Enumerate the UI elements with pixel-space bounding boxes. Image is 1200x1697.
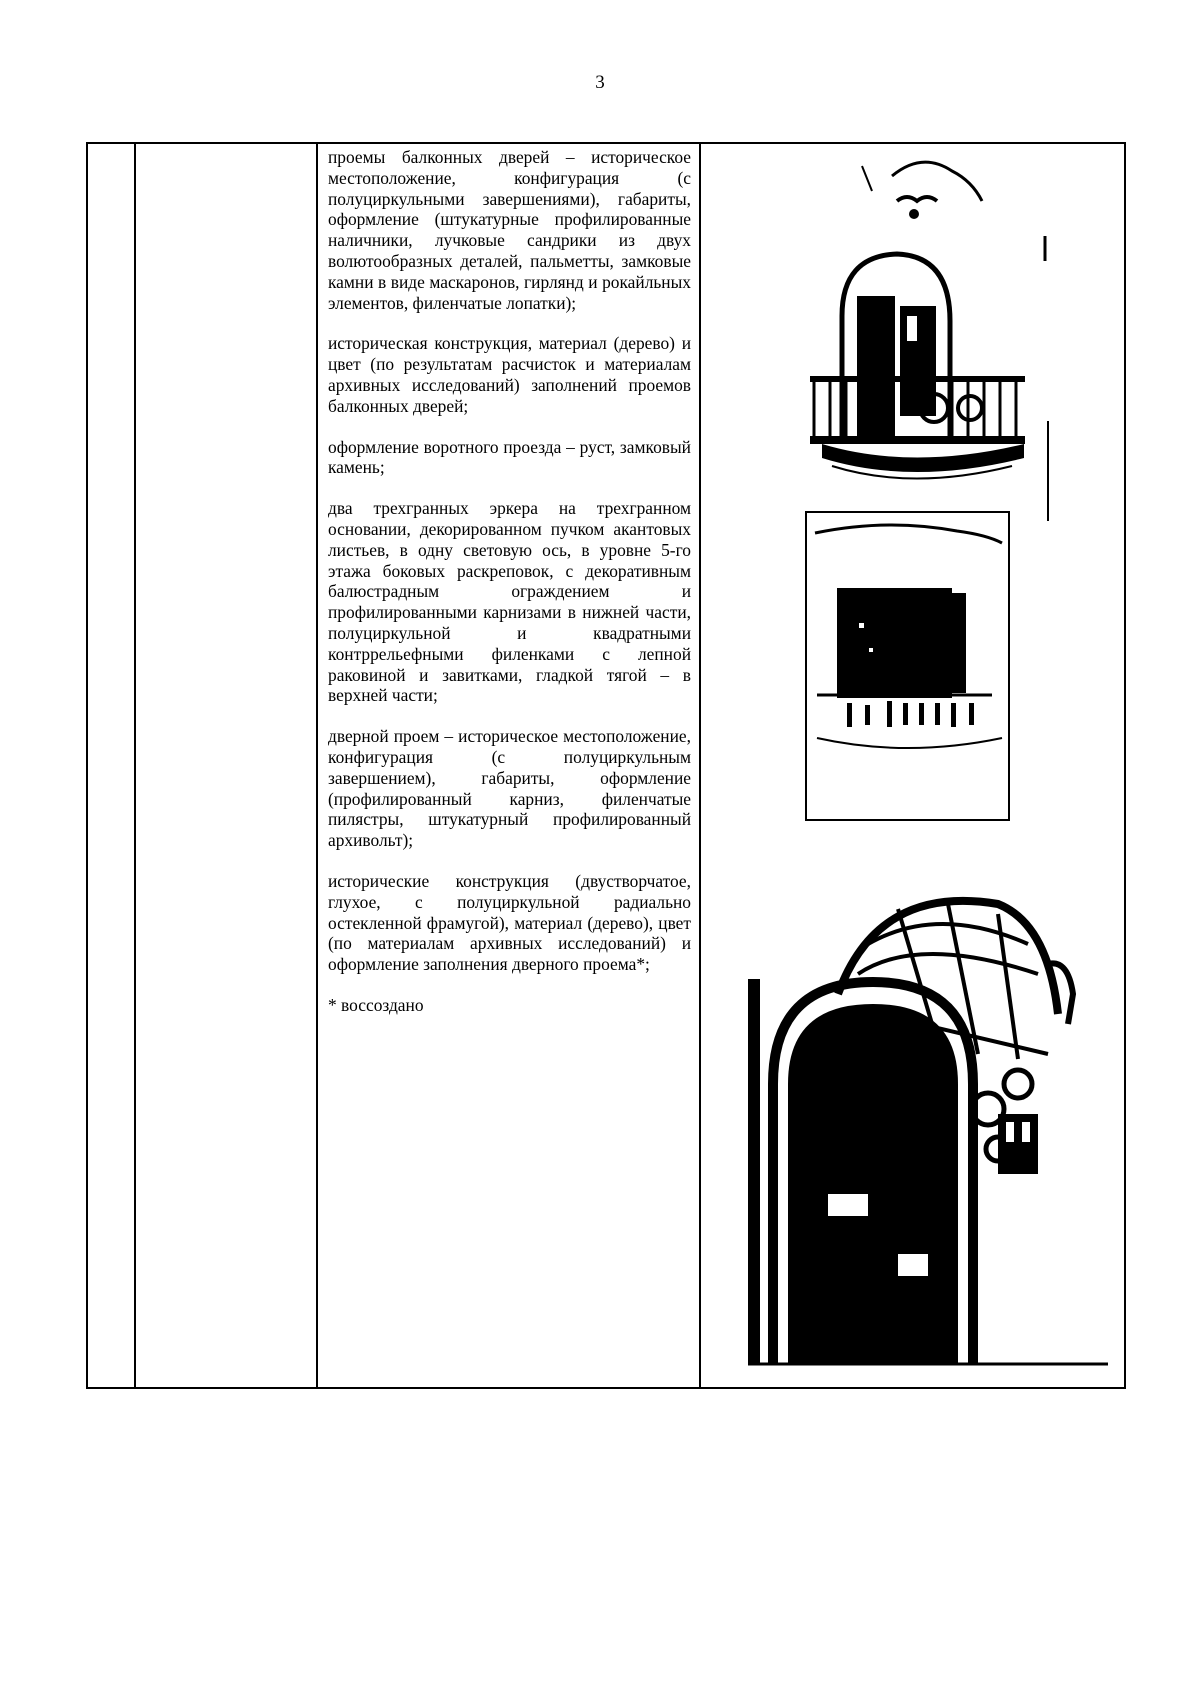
paragraph-gate-passage: оформление воротного проезда – руст, замковый камень; — [328, 436, 691, 478]
photo-balcony — [802, 146, 1124, 521]
paragraph-door-filling: исторические конструкция (двустворчатое, глухое, с полуциркульной радиально остекленной фрамугой), материал (дерево), цвет (по материалам архивных исследований) и оформление заполнения дверного проема*; — [328, 870, 691, 975]
paragraph-balcony-door-openings: проемы балконных дверей – историческое местоположение, конфигурация (с полуциркульными завершениями), габариты, оформление (штукатурные профилированные наличники, лучковые сандрики из двух волютообразных деталей, пальметты, замковые камни в виде маскаронов, гирлянд и рокайльных элементов, филенчатые лопатки); — [328, 147, 691, 313]
paragraph-balcony-door-fillings: историческая конструкция, материал (дерево) и цвет (по результатам расчисток и материалам архивных исследований) заполнений проемов балконных дверей; — [328, 333, 691, 416]
paragraph-door-opening: дверной проем – историческое местоположение, конфигурация (с полуциркульным завершением), габариты, оформление (профилированный карниз, филенчатые пилястры, штукатурный профилированный архивольт); — [328, 726, 691, 851]
balcony-image — [802, 146, 1124, 521]
doorway-image — [748, 864, 1108, 1384]
photo-bay-window — [805, 511, 1010, 821]
protection-subject-table — [86, 142, 1126, 1389]
description-cell — [316, 144, 699, 1387]
bay-window-image — [807, 513, 1008, 819]
photo-arched-doorway — [748, 864, 1108, 1384]
column-divider-1 — [134, 144, 136, 1387]
paragraph-bay-windows: два трехгранных эркера на трехгранном основании, декорированном пучком акантовых листьев, в одну световую ось, в уровне 5-го этажа боковых раскреповок, с декоративным балюстрадным ограждением и профилированными карнизами в нижней части, полуциркульной и квадратными контррельефными филенками с лепной раковиной и завитками, гладкой тягой – в верхней части; — [328, 498, 691, 706]
column-divider-3 — [699, 144, 701, 1387]
page-number: 3 — [595, 72, 605, 93]
paragraph-footnote: * воссоздано — [328, 994, 424, 1015]
